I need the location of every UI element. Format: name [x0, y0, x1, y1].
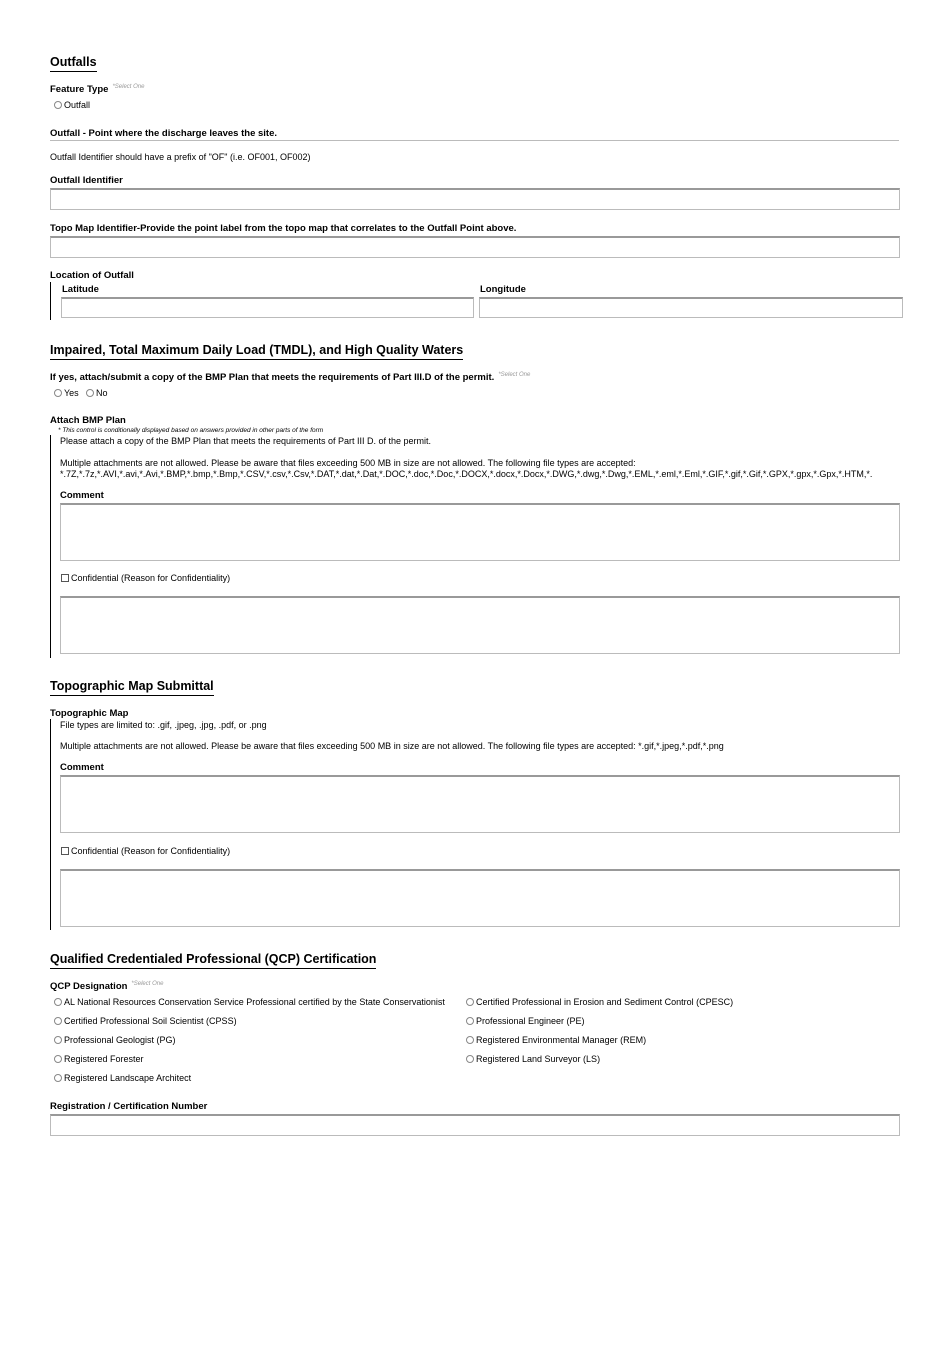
radio-icon — [466, 1036, 474, 1044]
topographic-comment-textarea[interactable] — [60, 775, 900, 833]
radio-icon — [54, 389, 62, 397]
outfall-subheader: Outfall - Point where the discharge leaves the site. — [50, 128, 278, 139]
qcp-option-rem[interactable]: Registered Environmental Manager (REM) — [466, 1035, 646, 1045]
attach-bmp-group-border — [50, 435, 51, 658]
topo-map-identifier-label: Topo Map Identifier-Provide the point label from the topo map that correlates to the Outfall Point above. — [50, 223, 517, 234]
impaired-section-title: Impaired, Total Maximum Daily Load (TMDL), and High Quality Waters — [50, 343, 463, 360]
radio-icon — [54, 1036, 62, 1044]
radio-icon — [54, 1074, 62, 1082]
topographic-section-title: Topographic Map Submittal — [50, 679, 214, 696]
longitude-label: Longitude — [480, 284, 526, 295]
bmp-no-radio[interactable]: No — [86, 388, 108, 398]
latitude-label: Latitude — [62, 284, 99, 295]
topographic-confidential-textarea[interactable] — [60, 869, 900, 927]
qcp-designation-label: QCP Designation $^{*Select One}$ — [50, 981, 164, 992]
radio-icon — [466, 1055, 474, 1063]
topographic-confidential-checkbox[interactable]: Confidential (Reason for Confidentiality) — [61, 846, 230, 856]
location-group-border — [50, 282, 51, 320]
radio-icon — [54, 101, 62, 109]
bmp-comment-textarea[interactable] — [60, 503, 900, 561]
bmp-attach-rules: Multiple attachments are not allowed. Please be aware that files exceeding 500 MB in size are not allowed. The following file types are accepted: — [60, 458, 636, 468]
outfall-identifier-label: Outfall Identifier — [50, 175, 123, 186]
radio-icon — [466, 998, 474, 1006]
qcp-option-landscape-architect[interactable]: Registered Landscape Architect — [54, 1073, 191, 1083]
bmp-confidential-textarea[interactable] — [60, 596, 900, 654]
topographic-comment-label: Comment — [60, 762, 104, 773]
bmp-question-label: If yes, attach/submit a copy of the BMP Plan that meets the requirements of Part III.D of the permit. $^{*Select One}$ — [50, 372, 531, 383]
outfall-prefix-note: Outfall Identifier should have a prefix of "OF" (i.e. OF001, OF002) — [50, 152, 311, 162]
bmp-file-types: *.7Z,*.7z,*.AVI,*.avi,*.Avi,*.BMP,*.bmp,*.Bmp,*.CSV,*.csv,*.Csv,*.DAT,*.dat,*.Dat,*.DOC,*.doc,*.Doc,*.DOCX,*.docx,*.Docx,*.DWG,*.dwg,*.Dwg,*.EML,*.eml,*.Eml,*.GIF,*.gif,*.Gif,*.GPX,*.gpx,*.Gpx,*.HTM,*. — [60, 469, 873, 479]
qcp-option-cpesc[interactable]: Certified Professional in Erosion and Sediment Control (CPESC) — [466, 997, 733, 1007]
feature-type-outfall-radio[interactable]: Outfall — [54, 100, 90, 110]
checkbox-icon — [61, 574, 69, 582]
location-of-outfall-label: Location of Outfall — [50, 270, 134, 281]
topo-map-identifier-input[interactable] — [50, 236, 900, 258]
radio-icon — [54, 998, 62, 1006]
qcp-section-title: Qualified Credentialed Professional (QCP) Certification — [50, 952, 376, 969]
bmp-yes-radio[interactable]: Yes — [54, 388, 79, 398]
registration-number-input[interactable] — [50, 1114, 900, 1136]
topographic-attach-rules: Multiple attachments are not allowed. Please be aware that files exceeding 500 MB in size are not allowed. The following file types are accepted: *.gif,*.jpeg,*.pdf,*.png — [60, 741, 724, 751]
topographic-map-label: Topographic Map — [50, 708, 129, 719]
topographic-file-limit: File types are limited to: .gif, .jpeg, .jpg, .pdf, or .png — [60, 720, 267, 730]
qcp-option-pe[interactable]: Professional Engineer (PE) — [466, 1016, 585, 1026]
bmp-comment-label: Comment — [60, 490, 104, 501]
divider — [50, 140, 899, 141]
conditional-note: * This control is conditionally displayed based on answers provided in other parts of the form — [58, 427, 324, 434]
select-one-hint: *Select One — [131, 981, 164, 987]
outfalls-section-title: Outfalls — [50, 55, 97, 72]
latitude-input[interactable] — [61, 297, 474, 318]
registration-number-label: Registration / Certification Number — [50, 1101, 208, 1112]
radio-icon — [466, 1017, 474, 1025]
outfall-identifier-input[interactable] — [50, 188, 900, 210]
qcp-option-pg[interactable]: Professional Geologist (PG) — [54, 1035, 176, 1045]
qcp-option-al-nrcs[interactable]: AL National Resources Conservation Service Professional certified by the State Conservationist — [54, 997, 445, 1007]
select-one-hint: *Select One — [498, 372, 531, 378]
bmp-confidential-checkbox[interactable]: Confidential (Reason for Confidentiality) — [61, 573, 230, 583]
select-one-hint: *Select One — [112, 84, 145, 90]
topographic-group-border — [50, 719, 51, 930]
qcp-option-cpss[interactable]: Certified Professional Soil Scientist (CPSS) — [54, 1016, 237, 1026]
bmp-attach-instruction: Please attach a copy of the BMP Plan that meets the requirements of Part III D. of the permit. — [60, 436, 432, 446]
qcp-option-forester[interactable]: Registered Forester — [54, 1054, 144, 1064]
radio-icon — [86, 389, 94, 397]
feature-type-label: Feature Type $^{*Select One}$ — [50, 84, 145, 95]
qcp-option-ls[interactable]: Registered Land Surveyor (LS) — [466, 1054, 600, 1064]
longitude-input[interactable] — [479, 297, 903, 318]
attach-bmp-plan-label: Attach BMP Plan — [50, 415, 126, 426]
checkbox-icon — [61, 847, 69, 855]
radio-icon — [54, 1017, 62, 1025]
radio-icon — [54, 1055, 62, 1063]
